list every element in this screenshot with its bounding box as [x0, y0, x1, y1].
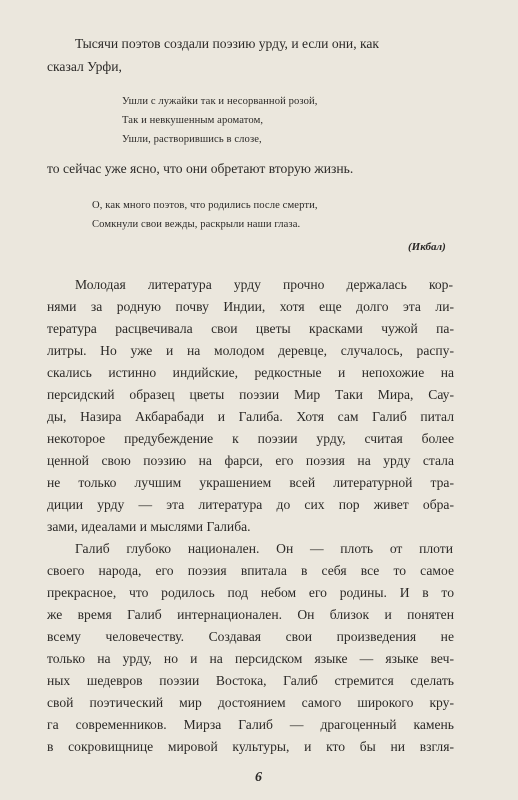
paragraph1-line: Молодая литература урду прочно держалась кор-: [75, 277, 453, 292]
paragraph2-line: свой поэтический мир достоянием самого широкого кру-: [47, 695, 454, 710]
intro-line-2: сказал Урфи,: [47, 59, 122, 74]
verse1-line-2: Так и невкушенным ароматом,: [122, 115, 264, 126]
paragraph2-line: только на урду, но и на персидском языке — языке веч-: [47, 651, 454, 666]
paragraph1-line: некоторое предубеждение к поэзии урду, считая более: [47, 431, 454, 446]
verse1-line-1: Ушли с лужайки так и несорванной розой,: [122, 96, 318, 107]
paragraph1-line: тература расцвечивала свои цветы красками чужой па-: [47, 321, 454, 336]
paragraph1-line: ды, Назира Акбарабади и Галиба. Хотя сам Галиб питал: [47, 409, 454, 424]
paragraph1-line: литры. Но уже и на молодом деревце, случалось, распу-: [47, 343, 454, 358]
paragraph2-line: в сокровищнице мировой культуры, и кто бы ни взгля-: [47, 739, 454, 754]
paragraph2-line: ных шедевров поэзии Востока, Галиб стремится сделать: [47, 673, 454, 688]
paragraph1-line: скались истинно индийские, редкостные и непохожие на: [47, 365, 454, 380]
paragraph1-line: диции урду — эта литература до сих пор живет обра-: [47, 497, 454, 512]
paragraph1-line: персидский образец цветы поэзии Мир Таки Мира, Сау-: [47, 387, 454, 402]
verse2-line-1: О, как много поэтов, что родились после смерти,: [92, 200, 318, 211]
paragraph2-line: своего народа, его поэзия впитала в себя все то самое: [47, 563, 454, 578]
paragraph2-line: га современников. Мирза Галиб — драгоценный камень: [47, 717, 454, 732]
intro-line-1: Тысячи поэтов создали поэзию урду, и если они, как: [75, 36, 380, 51]
paragraph1-line: не только лучшим украшением всей литературной тра-: [47, 475, 454, 490]
paragraph2-line: Галиб глубоко национален. Он — плоть от плоти: [75, 541, 453, 556]
verse2-line-2: Сомкнули свои вежды, раскрыли наши глаза.: [92, 219, 301, 230]
verse1-line-3: Ушли, растворившись в слозе,: [122, 134, 262, 145]
paragraph1-line: ценной свою поэзию на фарси, его поэзия на урду стала: [47, 453, 454, 468]
page-number: 6: [255, 770, 262, 785]
paragraph2-line: прекрасное, что родилось под небом его родины. И в то: [47, 585, 454, 600]
after-verse1-line: то сейчас уже ясно, что они обретают вторую жизнь.: [47, 161, 354, 176]
paragraph2-line: всему человечеству. Создавая свои произведения не: [47, 629, 454, 644]
paragraph1-line: нями за родную почву Индии, хотя еще долго эта ли-: [47, 299, 454, 314]
verse2-attribution: (Икбал): [408, 241, 446, 253]
paragraph2-line: же время Галиб интернационален. Он близок и понятен: [47, 607, 454, 622]
paragraph1-line: зами, идеалами и мыслями Галиба.: [47, 519, 251, 534]
